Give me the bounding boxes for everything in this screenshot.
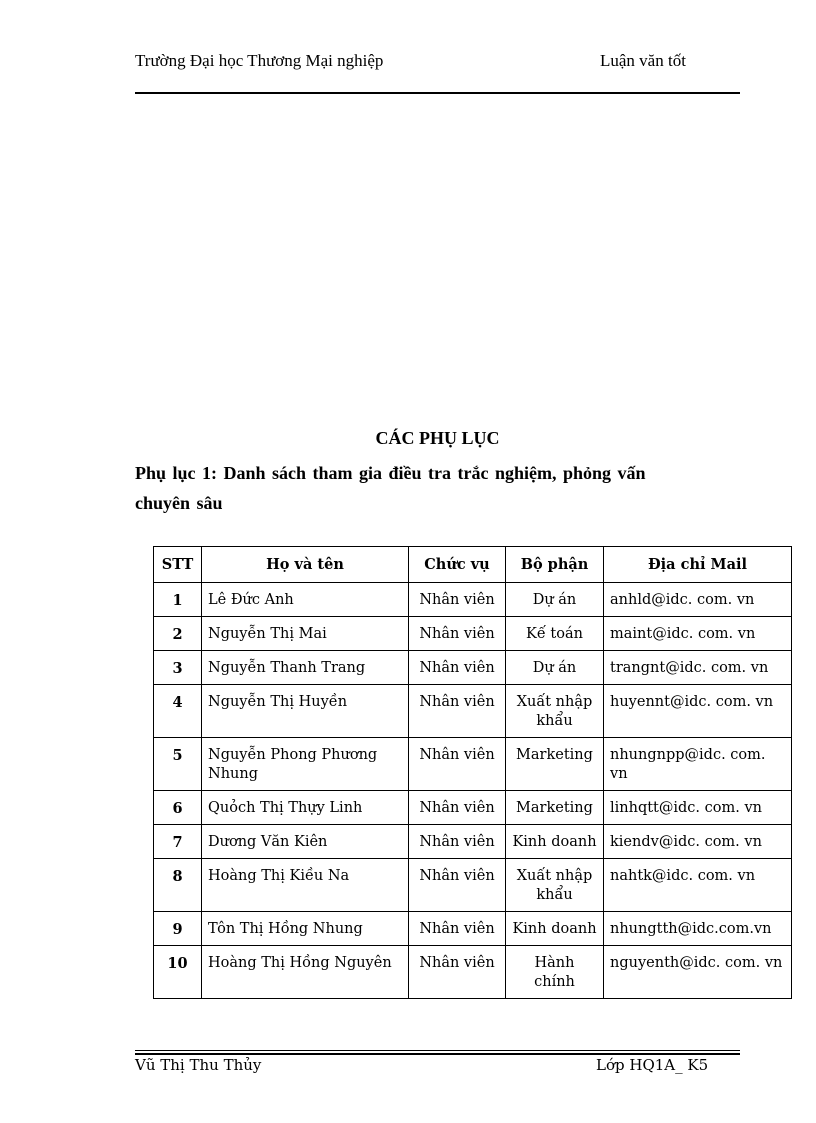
cell-name: Quỏch Thị Thựy Linh <box>202 791 409 825</box>
table-header-row <box>154 547 792 583</box>
cell-dept: Marketing <box>506 738 604 791</box>
cell-role: Nhân viên <box>409 946 506 999</box>
footer-rule-thin <box>135 1050 740 1051</box>
cell-name: Nguyễn Thanh Trang <box>202 651 409 685</box>
table-row <box>154 583 792 617</box>
cell-mail: kiendv@idc. com. vn <box>604 825 792 859</box>
cell-mail: anhld@idc. com. vn <box>604 583 792 617</box>
table-row <box>154 651 792 685</box>
cell-dept: Dự án <box>506 651 604 685</box>
table-row <box>154 859 792 912</box>
cell-dept: Kinh doanh <box>506 912 604 946</box>
cell-name: Tôn Thị Hồng Nhung <box>202 912 409 946</box>
footer-author: Vũ Thị Thu Thủy <box>135 1056 262 1074</box>
cell-stt: 9 <box>154 912 202 946</box>
cell-stt: 2 <box>154 617 202 651</box>
cell-dept: Kinh doanh <box>506 825 604 859</box>
cell-mail: huyennt@idc. com. vn <box>604 685 792 738</box>
appendix-subtitle: Phụ lục 1: Danh sách tham gia điều tra trắc nghiệm, phỏng vấn chuyên sâu <box>135 463 646 513</box>
cell-role: Nhân viên <box>409 791 506 825</box>
footer-class: Lớp HQ1A_ K5 <box>596 1056 709 1074</box>
cell-role: Nhân viên <box>409 859 506 912</box>
header-doc-type: Luận văn tốt <box>600 51 686 70</box>
cell-name: Nguyễn Thị Mai <box>202 617 409 651</box>
cell-stt: 3 <box>154 651 202 685</box>
header-dept: Bộ phận <box>506 547 604 583</box>
page-title: CÁC PHỤ LỤC <box>375 428 500 448</box>
table-row <box>154 912 792 946</box>
header-role: Chức vụ <box>409 547 506 583</box>
cell-mail: maint@idc. com. vn <box>604 617 792 651</box>
table-row <box>154 685 792 738</box>
cell-mail: nahtk@idc. com. vn <box>604 859 792 912</box>
cell-role: Nhân viên <box>409 912 506 946</box>
cell-mail: nguyenth@idc. com. vn <box>604 946 792 999</box>
cell-role: Nhân viên <box>409 825 506 859</box>
cell-stt: 6 <box>154 791 202 825</box>
cell-stt: 8 <box>154 859 202 912</box>
header-stt: STT <box>154 547 202 583</box>
cell-name: Dương Văn Kiên <box>202 825 409 859</box>
table-row <box>154 617 792 651</box>
table-row <box>154 825 792 859</box>
cell-name: Hoàng Thị Kiều Na <box>202 859 409 912</box>
cell-stt: 4 <box>154 685 202 738</box>
cell-stt: 5 <box>154 738 202 791</box>
cell-stt: 7 <box>154 825 202 859</box>
header-school: Trường Đại học Thương Mại nghiệp <box>135 51 384 70</box>
cell-role: Nhân viên <box>409 651 506 685</box>
table-row <box>154 791 792 825</box>
cell-dept: Hành chính <box>506 946 604 999</box>
cell-stt: 10 <box>154 946 202 999</box>
table-row <box>154 738 792 791</box>
cell-role: Nhân viên <box>409 685 506 738</box>
cell-role: Nhân viên <box>409 738 506 791</box>
cell-name: Nguyễn Thị Huyền <box>202 685 409 738</box>
participant-table <box>153 546 792 999</box>
cell-dept: Xuất nhập khẩu <box>506 859 604 912</box>
footer-rule-thick <box>135 1053 740 1055</box>
cell-dept: Marketing <box>506 791 604 825</box>
cell-role: Nhân viên <box>409 583 506 617</box>
header-mail: Địa chỉ Mail <box>604 547 792 583</box>
cell-mail: linhqtt@idc. com. vn <box>604 791 792 825</box>
cell-stt: 1 <box>154 583 202 617</box>
cell-mail: nhungnpp@idc. com. vn <box>604 738 792 791</box>
header-rule <box>135 92 740 94</box>
table-row <box>154 946 792 999</box>
cell-dept: Dự án <box>506 583 604 617</box>
cell-dept: Xuất nhập khẩu <box>506 685 604 738</box>
header-name: Họ và tên <box>202 547 409 583</box>
cell-role: Nhân viên <box>409 617 506 651</box>
cell-name: Nguyễn Phong Phương Nhung <box>202 738 409 791</box>
cell-mail: nhungtth@idc.com.vn <box>604 912 792 946</box>
cell-name: Lê Đức Anh <box>202 583 409 617</box>
cell-name: Hoàng Thị Hồng Nguyên <box>202 946 409 999</box>
cell-mail: trangnt@idc. com. vn <box>604 651 792 685</box>
cell-dept: Kế toán <box>506 617 604 651</box>
